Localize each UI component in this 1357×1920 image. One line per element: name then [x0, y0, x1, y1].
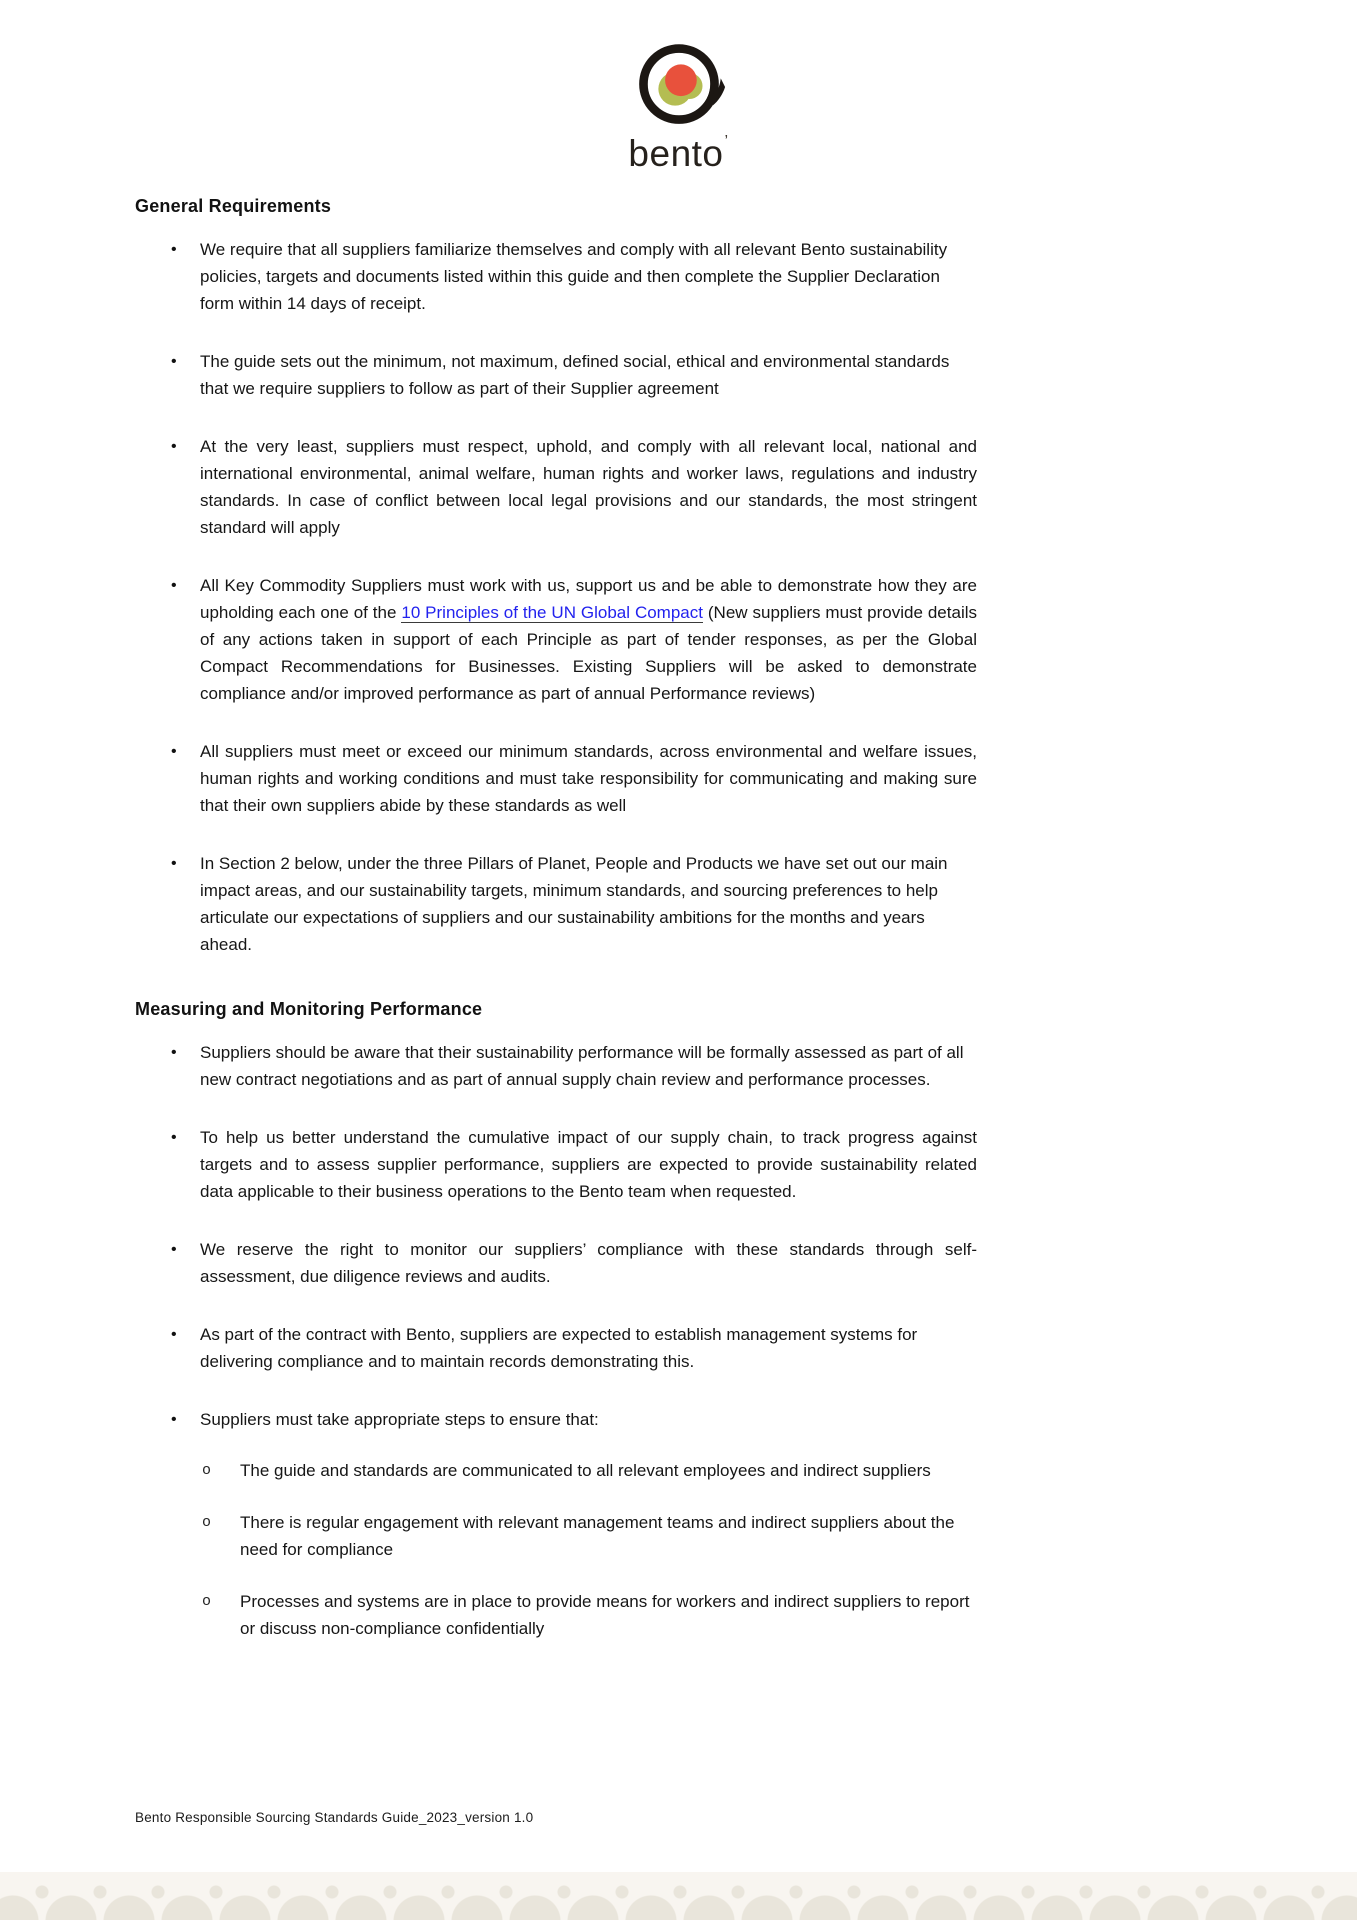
bullet-text: We reserve the right to monitor our suppliers’ compliance with these standards through self-assessment, due diligence reviews and audits. — [200, 1240, 977, 1286]
bento-logo-icon — [631, 38, 727, 134]
bullet-item — [135, 738, 977, 819]
bullet-marker: • — [171, 855, 177, 872]
brand-name: bento’ — [628, 133, 729, 174]
bullet-item — [135, 850, 977, 958]
bullet-marker: • — [171, 241, 177, 258]
sub-bullet-text: Processes and systems are in place to provide means for workers and indirect suppliers to report or discuss non-compliance confidentially — [240, 1592, 970, 1638]
bullet-item — [135, 236, 977, 317]
bullet-list — [135, 1039, 977, 1642]
un-global-compact-link[interactable]: 10 Principles of the UN Global Compact — [401, 603, 703, 622]
sub-bullet-item — [200, 1457, 977, 1484]
bullet-item — [135, 433, 977, 541]
bullet-item — [135, 1124, 977, 1205]
bullet-text: The guide sets out the minimum, not maximum, defined social, ethical and environmental standards that we require suppliers to follow as part of their Supplier agreement — [200, 352, 950, 398]
bullet-marker: • — [171, 743, 177, 760]
brand-logo — [0, 38, 1357, 172]
footer-text: Bento Responsible Sourcing Standards Guide_2023_version 1.0 — [135, 1810, 534, 1825]
bullet-item — [135, 572, 977, 707]
bullet-text: Suppliers must take appropriate steps to ensure that: — [200, 1410, 599, 1429]
bullet-item — [135, 348, 977, 402]
bullet-text: We require that all suppliers familiarize themselves and comply with all relevant Bento sustainability policies, targets and documents listed within this guide and then complete the Supplier Declaration form within 14 days of receipt. — [200, 240, 948, 313]
section-heading: General Requirements — [135, 196, 332, 216]
bullet-text: As part of the contract with Bento, suppliers are expected to establish management systems for delivering compliance and to maintain records demonstrating this. — [200, 1325, 918, 1371]
bullet-item — [135, 1321, 977, 1375]
bullet-text: At the very least, suppliers must respect, uphold, and comply with all relevant local, national and international environmental, animal welfare, human rights and worker laws, regulations and industry standards. In case of conflict between local legal provisions and our standards, the most stringent standard will apply — [200, 437, 977, 537]
sub-bullet-item — [200, 1509, 977, 1563]
bullet-item — [135, 1236, 977, 1290]
bullet-text: Suppliers should be aware that their sustainability performance will be formally assessed as part of all new contract negotiations and as part of annual supply chain review and performance processes. — [200, 1043, 964, 1089]
bullet-item — [135, 1039, 977, 1093]
sub-bullet-text: There is regular engagement with relevant management teams and indirect suppliers about the need for compliance — [240, 1513, 955, 1559]
bullet-list — [135, 236, 977, 958]
decorative-border — [0, 1872, 1357, 1920]
bullet-marker: • — [171, 1241, 177, 1258]
sub-bullet-marker: o — [202, 1514, 212, 1531]
sub-bullet-list — [200, 1457, 977, 1642]
bullet-marker: • — [171, 1326, 177, 1343]
document-content — [135, 193, 977, 1652]
sub-bullet-item — [200, 1588, 977, 1642]
bullet-text: All suppliers must meet or exceed our minimum standards, across environmental and welfare issues, human rights and working conditions and must take responsibility for communicating and making sure that their own suppliers abide by these standards as well — [200, 742, 977, 815]
bullet-text-after-link: (New suppliers must provide details of any actions taken in support of each Principle as part of tender responses, as per the Global Compact Recommendations for Businesses. Existing Suppliers will be asked to demonstrate compliance and/or improved performance as part of annual Performance reviews) — [200, 603, 977, 703]
trademark-tick: ’ — [724, 133, 729, 150]
bullet-text: To help us better understand the cumulative impact of our supply chain, to track progress against targets and to assess supplier performance, suppliers are expected to provide sustainability related data applicable to their business operations to the Bento team when requested. — [200, 1128, 977, 1201]
bullet-marker: • — [171, 438, 177, 455]
bullet-text — [200, 572, 977, 707]
section-heading: Measuring and Monitoring Performance — [135, 999, 483, 1019]
bullet-marker: • — [171, 577, 177, 594]
bullet-marker: • — [171, 1129, 177, 1146]
sub-bullet-marker: o — [202, 1462, 212, 1479]
sub-bullet-marker: o — [202, 1593, 212, 1610]
bullet-text-before-link: All Key Commodity Suppliers must work with us, support us and be able to demonstrate how they are upholding each one of the — [200, 576, 977, 622]
sub-bullet-text: The guide and standards are communicated to all relevant employees and indirect suppliers — [240, 1461, 931, 1480]
bullet-marker: • — [171, 1044, 177, 1061]
bullet-item — [135, 1406, 977, 1642]
bullet-marker: • — [171, 353, 177, 370]
bullet-text: In Section 2 below, under the three Pillars of Planet, People and Products we have set out our main impact areas, and our sustainability targets, minimum standards, and sourcing preferences to help articulate our expectations of suppliers and our sustainability ambitions for the months and years ahead. — [200, 854, 948, 954]
bullet-marker: • — [171, 1411, 177, 1428]
